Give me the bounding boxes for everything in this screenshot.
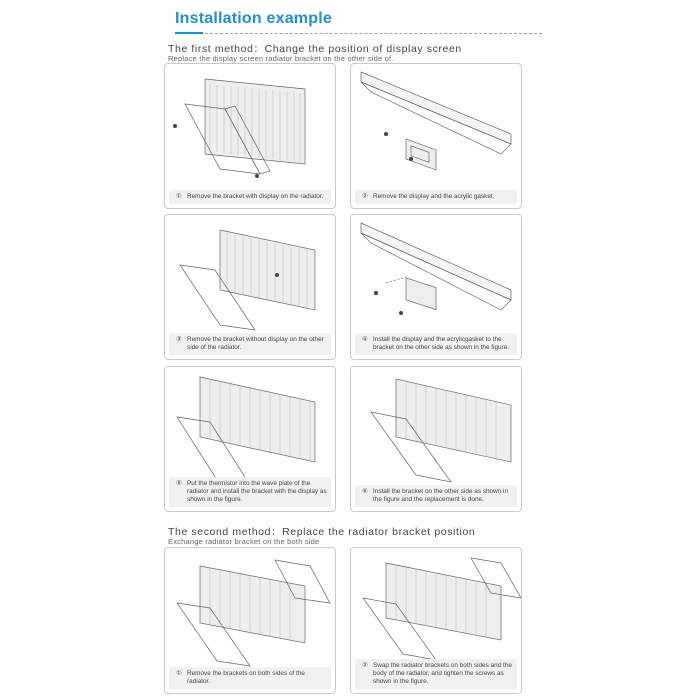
step-text: Remove the bracket without display on the other side of the radiator. <box>187 336 324 351</box>
title-accent <box>175 32 203 34</box>
step-caption: ③ Remove the bracket without display on the other side of the radiator. <box>169 333 331 355</box>
step-card <box>350 214 522 360</box>
step-text: Install the display and the acrylicgasket to the bracket on the other side as shown in the figure. <box>373 336 510 351</box>
step-caption: ① Remove the brackets on both sides of the radiator. <box>169 667 331 689</box>
step-caption: ⑥ Install the bracket on the other side as shown in the figure and the replacement is done. <box>355 485 517 507</box>
page-title: Installation example <box>175 10 332 27</box>
step-caption: ② Remove the display and the acrylic gasket. <box>355 190 517 204</box>
method2-heading: The second method：Replace the radiator bracket position <box>168 526 476 538</box>
method1-subheading: Replace the display screen radiator bracket on the other side of. <box>168 54 394 63</box>
step-card <box>350 63 522 209</box>
step-text: Install the bracket on the other side as shown in the figure and the replacement is done. <box>373 488 508 503</box>
step-text: Remove the bracket with display on the radiator. <box>187 193 324 200</box>
method2-subheading: Exchange radiator bracket on the both side <box>168 537 320 546</box>
step-caption: ② Swap the radiator brackets on both sides and the body of the radiator, and tighten the screws as shown in the figure. <box>355 659 517 689</box>
step-card <box>350 366 522 512</box>
title-divider <box>175 33 542 34</box>
step-caption: ① Remove the bracket with display on the radiator. <box>169 190 331 204</box>
step-card <box>350 547 522 694</box>
step-text: Put the thermistor into the wave plate of the radiator and install the bracket with the display as shown in the figure. <box>187 480 327 503</box>
bracket-illustration <box>351 64 522 209</box>
step-card <box>164 214 336 360</box>
method1-heading: The first method：Change the position of display screen <box>168 43 462 55</box>
step-card <box>164 366 336 512</box>
step-text: Remove the display and the acrylic gasket. <box>373 193 495 200</box>
step-caption: ⑤ Put the thermistor into the wave plate of the radiator and install the bracket with the display as shown in the figure. <box>169 477 331 507</box>
step-card <box>164 547 336 694</box>
step-caption: ④ Install the display and the acrylicgasket to the bracket on the other side as shown in the figure. <box>355 333 517 355</box>
radiator-illustration <box>165 64 336 209</box>
step-text: Swap the radiator brackets on both sides and the body of the radiator, and tighten the screws as shown in the figure. <box>373 662 512 685</box>
step-text: Remove the brackets on both sides of the radiator. <box>187 670 305 685</box>
step-card <box>164 63 336 209</box>
